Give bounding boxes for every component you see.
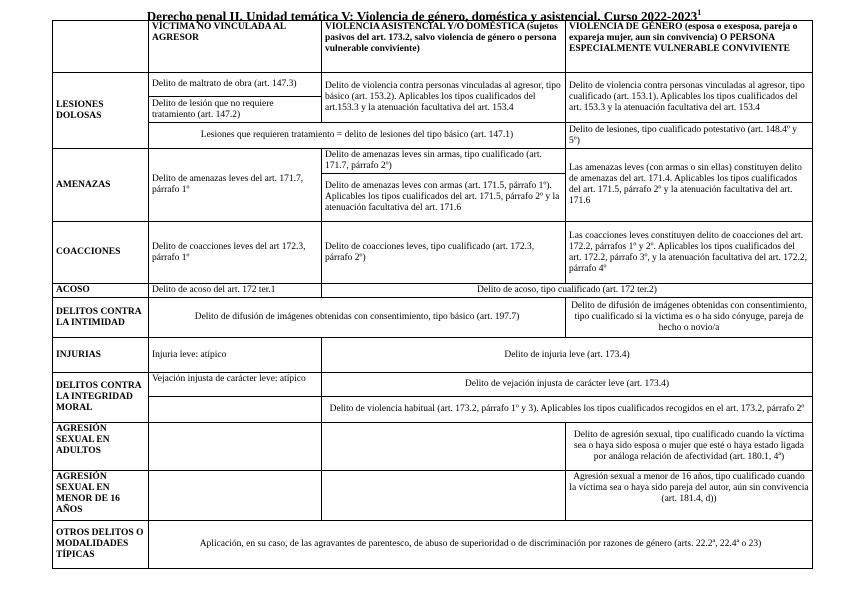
cell-agresion-menor-c2	[322, 471, 566, 521]
table-row	[53, 521, 813, 569]
table-row	[53, 338, 813, 373]
row-label-coacciones: COACCIONES	[53, 222, 149, 284]
cell-lesiones-tratamiento: Lesiones que requieren tratamiento = delito de lesiones del tipo básico (art. 147.1)	[149, 123, 566, 149]
cell-agresion-adultos-c2	[322, 423, 566, 471]
table-row	[53, 397, 813, 423]
cell-agresion-adultos-genero: Delito de agresión sexual, tipo cualificado cuando la víctima sea o haya sido esposa o mujer que esté o haya estado ligada por análoga relación de afectividad (art. 180.1, 4ª)	[566, 423, 813, 471]
cell-coacciones-leves: Delito de coacciones leves del art 172.3, párrafo 1º	[149, 222, 322, 284]
cell-agresion-adultos-c1	[149, 423, 322, 471]
col-header-no-vinculada: VÍCTIMA NO VINCULADA AL AGRESOR	[149, 21, 322, 73]
table-row	[53, 373, 813, 397]
cell-integridad-empty	[149, 397, 322, 423]
cell-coacciones-genero: Las coacciones leves constituyen delito de coacciones del art. 172.2, párrafos 1º y 2º. Aplicables los tipos cualificados del art. 172.2, párrafo 3º, y la atenuación facultativa del art. 172.2, párrafo 4º	[566, 222, 813, 284]
table-row	[53, 298, 813, 338]
comparison-table	[52, 20, 813, 569]
cell-amenazas-genero: Las amenazas leves (con armas o sin ellas) constituyen delito de amenazas del art. 171.4. Aplicables los tipos cualificados del art. 171.5, párrafo 2º y la atenuación facultativa del art. 171.6	[566, 149, 813, 222]
header-corner	[53, 21, 149, 73]
page-title: Derecho penal II. Unidad temática V: Violencia de género, doméstica y asistencial. Curso 2022-2023$^1$	[146, 8, 702, 24]
cell-integridad-vejacion: Delito de vejación injusta de carácter leve (art. 173.4)	[322, 373, 813, 397]
header-row	[53, 21, 813, 73]
table-row	[53, 284, 813, 298]
table-row	[53, 471, 813, 521]
cell-agresion-menor-genero: Agresión sexual a menor de 16 años, tipo cualificado cuando la víctima sea o haya sido pareja del autor, aún sin convivencia (art. 181.4, d))	[566, 471, 813, 521]
cell-injurias-atipico: Injuria leve: atípico	[149, 338, 322, 373]
col-header-genero: VIOLENCIA DE GÉNERO (esposa o exesposa, pareja o expareja mujer, aun sin convivencia) O PERSONA ESPECIALMENTE VULNERABLE CONVIVIENTE	[566, 21, 813, 73]
cell-integridad-atipico: Vejación injusta de carácter leve: atípico	[149, 373, 322, 397]
cell-acoso-basico: Delito de acoso del art. 172 ter.1	[149, 284, 322, 298]
row-label-amenazas: AMENAZAS	[53, 149, 149, 222]
cell-integridad-habitual: Delito de violencia habitual (art. 173.2, párrafo 1º y 3). Aplicables los tipos cualificados recogidos en el art. 173.2, párrafo 2º	[322, 397, 813, 423]
cell-lesiones-maltrato: Delito de maltrato de obra (art. 147.3)	[149, 73, 322, 97]
row-label-agresion-adultos: AGRESIÓN SEXUAL EN ADULTOS	[53, 423, 149, 471]
row-label-agresion-menor: AGRESIÓN SEXUAL EN MENOR DE 16 AÑOS	[53, 471, 149, 521]
cell-otros-agravantes: Aplicación, en su caso, de las agravantes de parentesco, de abuso de superioridad o de discriminación por razones de género (arts. 22.2ª, 22.4ª o 23)	[149, 521, 813, 569]
row-label-intimidad: DELITOS CONTRA LA INTIMIDAD	[53, 298, 149, 338]
cell-lesiones-asistencial: Delito de violencia contra personas vinculadas al agresor, tipo básico (art. 153.2). Aplicables los tipos cualificados del art.153.3 y la atenuación facultativa del art. 153.4	[322, 73, 566, 123]
footnote-mark: 1	[697, 8, 702, 17]
row-label-injurias: INJURIAS	[53, 338, 149, 373]
cell-agresion-menor-c1	[149, 471, 322, 521]
cell-intimidad-cualificado: Delito de difusión de imágenes obtenidas con consentimiento, tipo cualificado si la víctima es o ha sido cónyuge, pareja de hecho o novio/a	[566, 298, 813, 338]
cell-acoso-cualificado: Delito de acoso, tipo cualificado (art. 172 ter.2)	[322, 284, 813, 298]
row-label-otros: OTROS DELITOS O MODALIDADES TÍPICAS	[53, 521, 149, 569]
cell-intimidad-basico: Delito de difusión de imágenes obtenidas con consentimiento, tipo básico (art. 197.7)	[149, 298, 566, 338]
row-label-acoso: ACOSO	[53, 284, 149, 298]
table-row	[53, 123, 813, 149]
cell-coacciones-cualificado: Delito de coacciones leves, tipo cualificado (art. 172.3, párrafo 2º)	[322, 222, 566, 284]
cell-lesiones-sin-tratamiento: Delito de lesión que no requiere tratamiento (art. 147.2)	[149, 97, 322, 123]
table-row	[53, 73, 813, 97]
cell-injurias-leve: Delito de injuria leve (art. 173.4)	[322, 338, 813, 373]
table-row	[53, 222, 813, 284]
cell-amenazas-leves: Delito de amenazas leves del art. 171.7, párrafo 1º	[149, 149, 322, 222]
cell-amenazas-con-armas: Delito de amenazas leves con armas (art. 171.5, párrafo 1º). Aplicables los tipos cualificados del art. 171.5, párrafo 2º y la atenuación facultativa del art. 171.6	[322, 174, 566, 222]
table-row	[53, 423, 813, 471]
row-label-lesiones: LESIONES DOLOSAS	[53, 73, 149, 149]
cell-lesiones-cualificado: Delito de lesiones, tipo cualificado potestativo (art. 148.4º y 5º)	[566, 123, 813, 149]
row-label-integridad: DELITOS CONTRA LA INTEGRIDAD MORAL	[53, 373, 149, 423]
cell-amenazas-sin-armas: Delito de amenazas leves sin armas, tipo cualificado (art. 171.7, párrafo 2º)	[322, 149, 566, 174]
table-row	[53, 149, 813, 174]
cell-lesiones-genero: Delito de violencia contra personas vinculadas al agresor, tipo cualificado (art. 153.1). Aplicables los tipos cualificados del art. 153.3 y la atenuación facultativa del art. 153.4	[566, 73, 813, 123]
col-header-asistencial: VIOLENCIA ASISTENCIAL Y/O DOMÉSTICA (sujetos pasivos del art. 173.2, salvo violencia de género o persona vulnerable conviviente)	[322, 21, 566, 73]
